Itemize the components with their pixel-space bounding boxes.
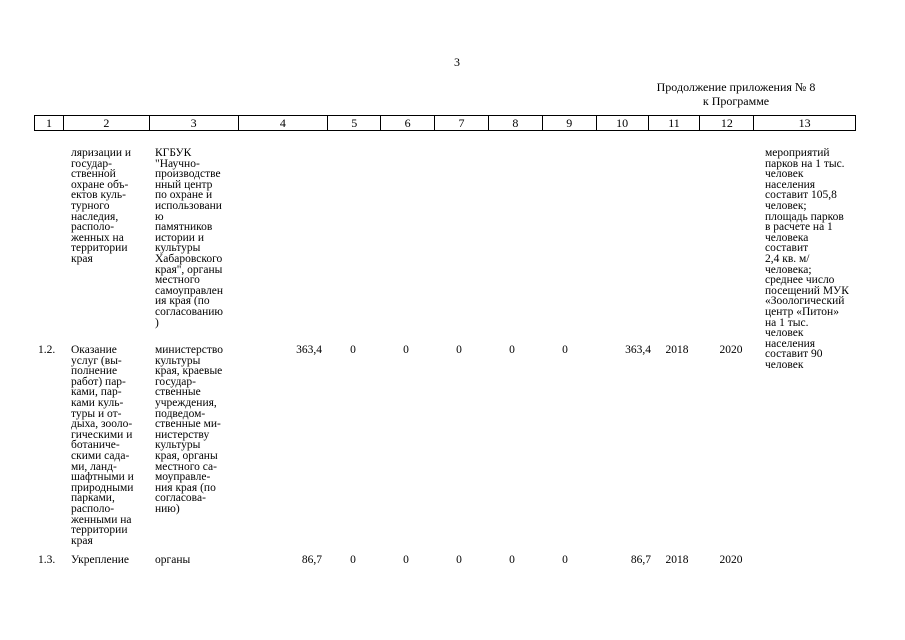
table-header-row <box>34 115 856 131</box>
appendix-line-2: к Программе <box>702 94 770 108</box>
row-1-2-col6-value: 0 <box>403 344 409 356</box>
continuation-col2-text: ляризации и государ- ственной охране объ- ектов куль- турного наследия, располо- женных на территории края <box>71 147 132 265</box>
continuation-col13-text: мероприятий парков на 1 тыс. человек населения составит 105,8 человек; площадь парков в расчете на 1 человека составит 2,4 кв. м/ человека; среднее число посещений МУК «Зоологический центр «Питон» на 1 тыс. человек населения составит 90 человек <box>765 147 849 371</box>
header-cell-4: 4 <box>239 116 329 130</box>
header-cell-2: 2 <box>64 116 150 130</box>
row-1-2-col2-text: Оказание услуг (вы- полнение работ) пар- ками, пар- ками куль- туры и от- дыха, зооло- гическими и ботаниче- скими сада- ми, ланд- шафтными и природными парками, располо- женными на территории края <box>71 344 134 547</box>
row-1-2-col3-text: министерство культуры края, краевые государ- ственные учреждения, подведом- ственные ми- нистерству культуры края, органы местного са- моуправле- ния края (по согласова- нию) <box>155 344 223 515</box>
row-1-3-col4-value: 86,7 <box>301 554 322 566</box>
row-1-2-number: 1.2. <box>38 344 56 356</box>
row-1-2-col11-value: 2018 <box>665 344 689 356</box>
row-1-2-col12-value: 2020 <box>719 344 743 356</box>
row-1-3-col11-value: 2018 <box>665 554 689 566</box>
header-cell-9: 9 <box>543 116 597 130</box>
header-cell-7: 7 <box>435 116 489 130</box>
row-1-3-col6-value: 0 <box>403 554 409 566</box>
header-cell-1: 1 <box>35 116 64 130</box>
row-1-3-col12-value: 2020 <box>719 554 743 566</box>
row-1-2-col9-value: 0 <box>562 344 568 356</box>
header-cell-5: 5 <box>328 116 381 130</box>
header-cell-11: 11 <box>649 116 701 130</box>
row-1-3-col3-text: органы <box>155 554 191 566</box>
row-1-3-col5-value: 0 <box>350 554 356 566</box>
row-1-3-col7-value: 0 <box>456 554 462 566</box>
page-number: 3 <box>454 55 460 69</box>
header-cell-8: 8 <box>489 116 543 130</box>
header-cell-3: 3 <box>150 116 239 130</box>
row-1-3-col8-value: 0 <box>509 554 515 566</box>
row-1-3-col9-value: 0 <box>562 554 568 566</box>
row-1-2-col5-value: 0 <box>350 344 356 356</box>
row-1-2-col8-value: 0 <box>509 344 515 356</box>
row-1-2-col4-value: 363,4 <box>296 344 322 356</box>
row-1-2-col7-value: 0 <box>456 344 462 356</box>
appendix-line-1: Продолжение приложения № 8 <box>656 80 816 94</box>
continuation-col3-text: КГБУК "Научно- производстве нный центр по охране и использовани ю памятников истории и культуры Хабаровского края", органы местного самоуправлен ия края (по согласованию ) <box>155 147 223 329</box>
header-cell-13: 13 <box>798 115 811 130</box>
row-1-3-col2-text: Укрепление <box>71 554 129 566</box>
row-1-3-number: 1.3. <box>38 554 56 566</box>
header-cell-10: 10 <box>597 116 649 130</box>
header-cell-6: 6 <box>381 116 435 130</box>
appendix-caption <box>620 80 852 108</box>
header-cell-12: 12 <box>700 116 754 130</box>
row-1-3-col10-value: 86,7 <box>630 554 651 566</box>
row-1-2-col10-value: 363,4 <box>625 344 651 356</box>
